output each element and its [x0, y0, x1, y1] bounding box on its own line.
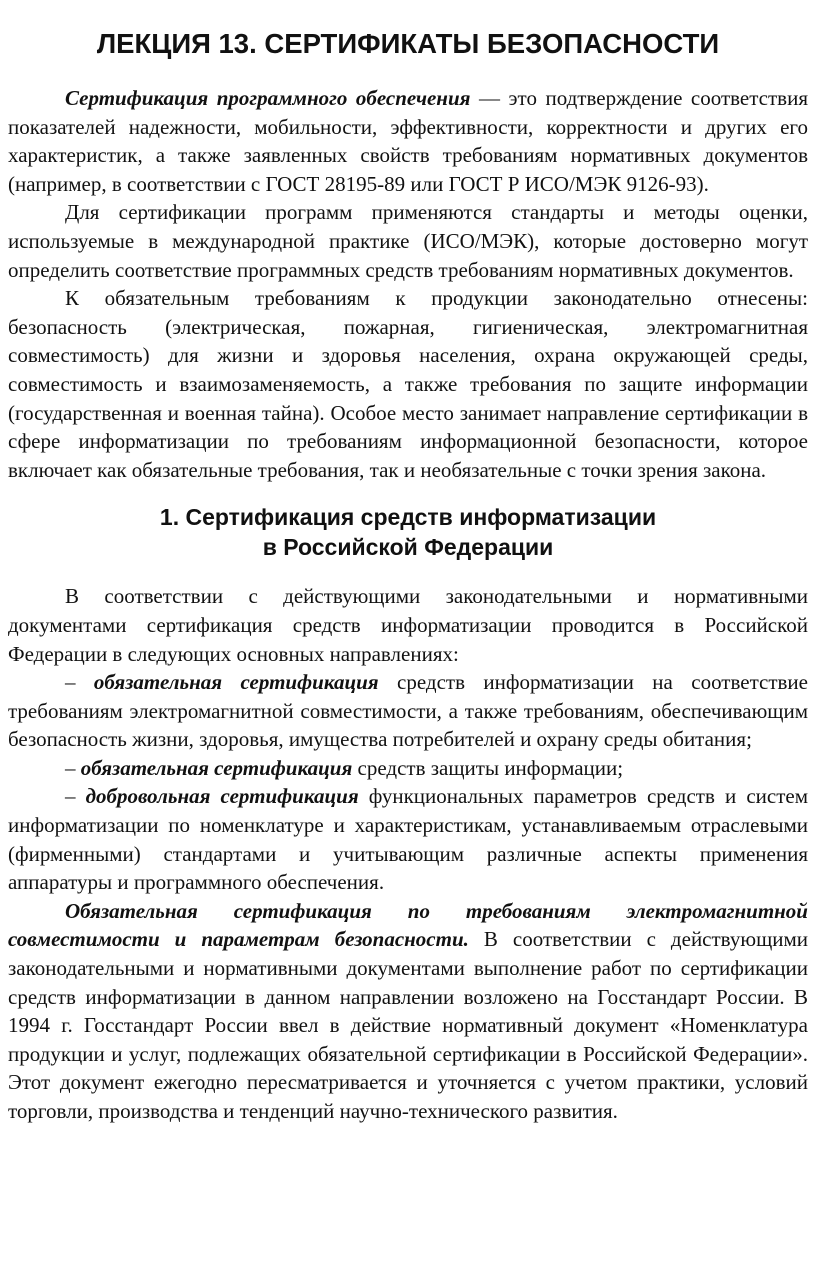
intro-paragraph-2: Для сертификации программ применяются стандарты и методы оценки, используемые в международной практике (ИСО/МЭК), которые достоверно могут определить соответствие программных средств требованиям нормативных документов. [8, 200, 808, 282]
intro-paragraph-3: К обязательным требованиям к продукции законодательно отнесены: безопасность (электрическая, пожарная, гигиеническая, электромагнитная совместимость) для жизни и здоровья населения, охрана окружающей среды, совместимость и взаимозаменяемость, а также требования по защите информации (государственная и военная тайна). Особое место занимает направление сертификации в сфере информатизации по требованиям информационной безопасности, которое включает как обязательные требования, так и необязательные с точки зрения закона. [8, 286, 808, 482]
list-item [8, 782, 808, 896]
section-paragraph-1: В соответствии с действующими законодательными и нормативными документами сертификация средств информатизации проводится в Российской Федерации в следующих основных направлениях: [8, 584, 808, 666]
section-paragraph-last-text: В соответствии с действующими законодательными и нормативными документами выполнение работ по сертификации средств информатизации в данном направлении возложено на Госстандарт России. В 1994 г. Госстандарт России ввел в действие нормативный документ «Номенклатура продукции и услуг, подлежащих обязательной сертификации в Российской Федерации». Этот документ ежегодно пересматривается и уточняется с учетом практики, условий торговли, производства и тенденций научно-технического развития. [8, 927, 809, 1123]
list-item-text: средств информатизации на соответствие требованиям электромагнитной совместимости, а также требованиям, обеспечивающим безопасность жизни, здоровья, имущества потребителей и охрану среды обитания; [8, 670, 808, 752]
list-dash: – [65, 670, 94, 695]
list-item [8, 754, 808, 783]
section-heading-line-2: в Российской Федерации [262, 534, 554, 561]
list-item-term: обязательная сертификация [93, 670, 379, 695]
section-heading [8, 502, 808, 562]
list-dash: – [65, 784, 86, 809]
term-mandatory-emc-certification: Обязательная сертификация по требованиям электромагнитной совместимости и параметрам безопасности. [8, 898, 808, 952]
list-item-term: обязательная сертификация [80, 755, 353, 780]
intro-paragraph-1 [8, 84, 808, 198]
list-item-text: средств защиты информации; [352, 755, 624, 780]
term-software-certification: Сертификация программного обеспечения [65, 86, 471, 110]
list-item-term: добровольная сертификация [85, 784, 359, 809]
list-item [8, 668, 808, 754]
list-item-text: функциональных параметров средств и систем информатизации по номенклатуре и характеристикам, устанавливаемым отраслевыми (фирменными) стандартами и учитывающим различные аспекты применения аппаратуры и программного обеспечения. [8, 784, 809, 895]
section-paragraph-last [8, 897, 808, 1126]
page-title: ЛЕКЦИЯ 13. СЕРТИФИКАТЫ БЕЗОПАСНОСТИ [96, 28, 720, 59]
intro-paragraph-1-text: — это подтверждение соответствия показателей надежности, мобильности, эффективности, корректности и других его характеристик, а также заявленных свойств требованиям нормативных документов (например, в соответствии с ГОСТ 28195-89 или ГОСТ Р ИСО/МЭК 9126-93). [8, 86, 808, 196]
list-dash: – [65, 755, 81, 780]
section-heading-line-1: 1. Сертификация средств информатизации [159, 504, 657, 531]
